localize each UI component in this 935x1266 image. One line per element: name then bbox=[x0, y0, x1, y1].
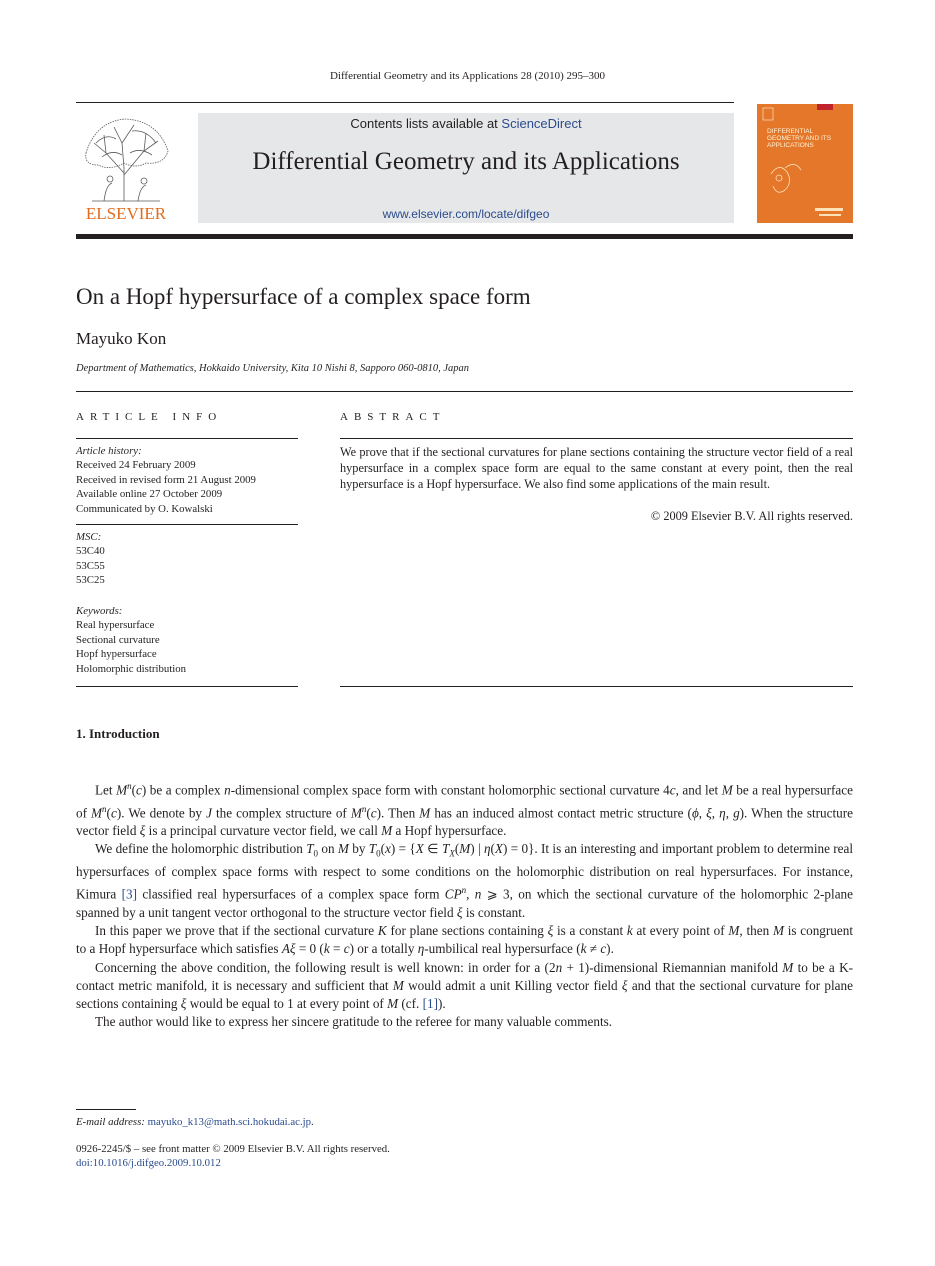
running-head: Differential Geometry and its Applications 28 (2010) 295–300 bbox=[329, 70, 606, 82]
article-info-rule bbox=[76, 438, 298, 439]
cover-title: DIFFERENTIAL GEOMETRY AND ITS APPLICATIONS bbox=[767, 128, 832, 149]
history-received: Received 24 February 2009 bbox=[76, 459, 196, 472]
elsevier-logo bbox=[76, 113, 176, 223]
abstract-bottom-rule bbox=[340, 686, 853, 687]
contents-prefix: Contents lists available at bbox=[350, 116, 502, 131]
author-affiliation: Department of Mathematics, Hokkaido University, Kita 10 Nishi 8, Sapporo 060-0810, Japan bbox=[76, 363, 470, 374]
article-title: On a Hopf hypersurface of a complex space form bbox=[76, 284, 531, 309]
paragraph: In this paper we prove that if the sectional curvature K for plane sections containing ξ is a constant k at every point of M, then M is congruent to a Hopf hypersurface which satisfies Aξ = 0 (k = c) or a totally η-umbilical real hypersurface (k ≠ c). bbox=[76, 923, 853, 957]
author-name: Mayuko Kon bbox=[76, 329, 167, 348]
elsevier-tree-icon bbox=[76, 113, 176, 223]
citation-link[interactable]: [1] bbox=[422, 996, 439, 1012]
citation-link[interactable]: [3] bbox=[121, 886, 137, 902]
journal-cover bbox=[757, 104, 853, 223]
doi-link[interactable]: doi:10.1016/j.difgeo.2009.10.012 bbox=[76, 1157, 221, 1169]
affiliation-rule bbox=[76, 391, 853, 392]
keyword: Real hypersurface bbox=[76, 619, 155, 632]
keyword: Hopf hypersurface bbox=[76, 648, 157, 661]
msc-code: 53C55 bbox=[76, 559, 105, 572]
article-info-rule-2 bbox=[76, 524, 298, 525]
paragraph: Let $M^n(c)$ be a complex n-dimensional complex space form with constant holomorphic sectional curvature 4c, and let M be a real hypersurface of $M^n(c)$. We denote by J the complex structure of $M^n(c)$. Then M has an induced almost contact metric structure (ϕ, ξ, η, g). When the structure vector field ξ is a principal curvature vector field, we call M a Hopf hypersurface. bbox=[76, 781, 854, 839]
acknowledgment-paragraph: The author would like to express her sincere gratitude to the referee for many valuable comments. bbox=[95, 1014, 613, 1030]
footnote-email: E-mail address: mayuko_k13@math.sci.hokudai.ac.jp. bbox=[76, 1116, 314, 1128]
article-info-heading: ARTICLE INFO bbox=[76, 411, 223, 423]
msc-code: 53C25 bbox=[76, 574, 105, 587]
paragraph: Concerning the above condition, the following result is well known: in order for a (2n + 1)-dimensional Riemannian manifold M to be a K-contact metric manifold, it is necessary and sufficient that M would admit a unit Killing vector field ξ and that the sectional curvature for plane sections containing ξ would be equal to 1 at every point of M (cf. [1]). bbox=[76, 959, 853, 1012]
journal-url-link[interactable]: www.elsevier.com/locate/difgeo bbox=[382, 207, 550, 221]
email-label: E-mail address: bbox=[76, 1116, 145, 1128]
section-heading-introduction: 1. Introduction bbox=[76, 726, 160, 741]
abstract-heading: ABSTRACT bbox=[340, 411, 446, 423]
keyword: Sectional curvature bbox=[76, 633, 160, 646]
history-communicated: Communicated by O. Kowalski bbox=[76, 502, 213, 515]
journal-title: Differential Geometry and its Applications bbox=[252, 148, 680, 175]
abstract-copyright: © 2009 Elsevier B.V. All rights reserved. bbox=[650, 509, 853, 523]
msc-code: 53C40 bbox=[76, 545, 105, 558]
contents-line bbox=[198, 116, 734, 131]
abstract-rule bbox=[340, 438, 853, 439]
abstract-text: We prove that if the sectional curvatures for plane sections containing the structure vector field of a real hypersurface in a complex space form are equal to the same constant at every point, then the real hypersurface is a Hopf hypersurface. We also find some applications of the main result. bbox=[340, 445, 853, 491]
keywords bbox=[76, 604, 298, 676]
msc-label: MSC: bbox=[76, 531, 102, 543]
issn-line: 0926-2245/$ – see front matter © 2009 Elsevier B.V. All rights reserved. bbox=[76, 1143, 390, 1155]
elsevier-wordmark: ELSEVIER bbox=[85, 204, 167, 223]
keyword: Holomorphic distribution bbox=[76, 662, 187, 675]
footnote-rule bbox=[76, 1109, 136, 1110]
sciencedirect-link[interactable]: ScienceDirect bbox=[501, 116, 582, 131]
masthead-thick-rule bbox=[76, 234, 853, 239]
top-rule bbox=[76, 102, 734, 103]
paragraph: We define the holomorphic distribution $T_0$ on M by $T_0(x) = \{X$ ∈ $T_X(M)$ | η(X) = 0}. It is an interesting and important problem to determine real hypersurfaces of complex space forms with respect to some conditions on the holomorphic distribution on real hypersurfaces. For instance, Kimura [3] classified real hypersurfaces of a complex space form $CP^n$, n ⩾ 3, on which the sectional curvature of the holomorphic 2-plane spanned by a unit tangent vector orthogonal to the structure vector field ξ is constant. bbox=[76, 841, 854, 921]
history-revised: Received in revised form 21 August 2009 bbox=[76, 473, 256, 486]
history-online: Available online 27 October 2009 bbox=[76, 488, 223, 501]
email-link[interactable]: mayuko_k13@math.sci.hokudai.ac.jp bbox=[147, 1116, 312, 1128]
msc-codes bbox=[76, 530, 298, 588]
article-info-bottom-rule bbox=[76, 686, 298, 687]
article-history bbox=[76, 444, 298, 516]
history-label: Article history: bbox=[76, 445, 142, 457]
cover-art-icon bbox=[757, 104, 853, 223]
keywords-label: Keywords: bbox=[76, 605, 123, 617]
introduction-body bbox=[76, 777, 853, 1031]
